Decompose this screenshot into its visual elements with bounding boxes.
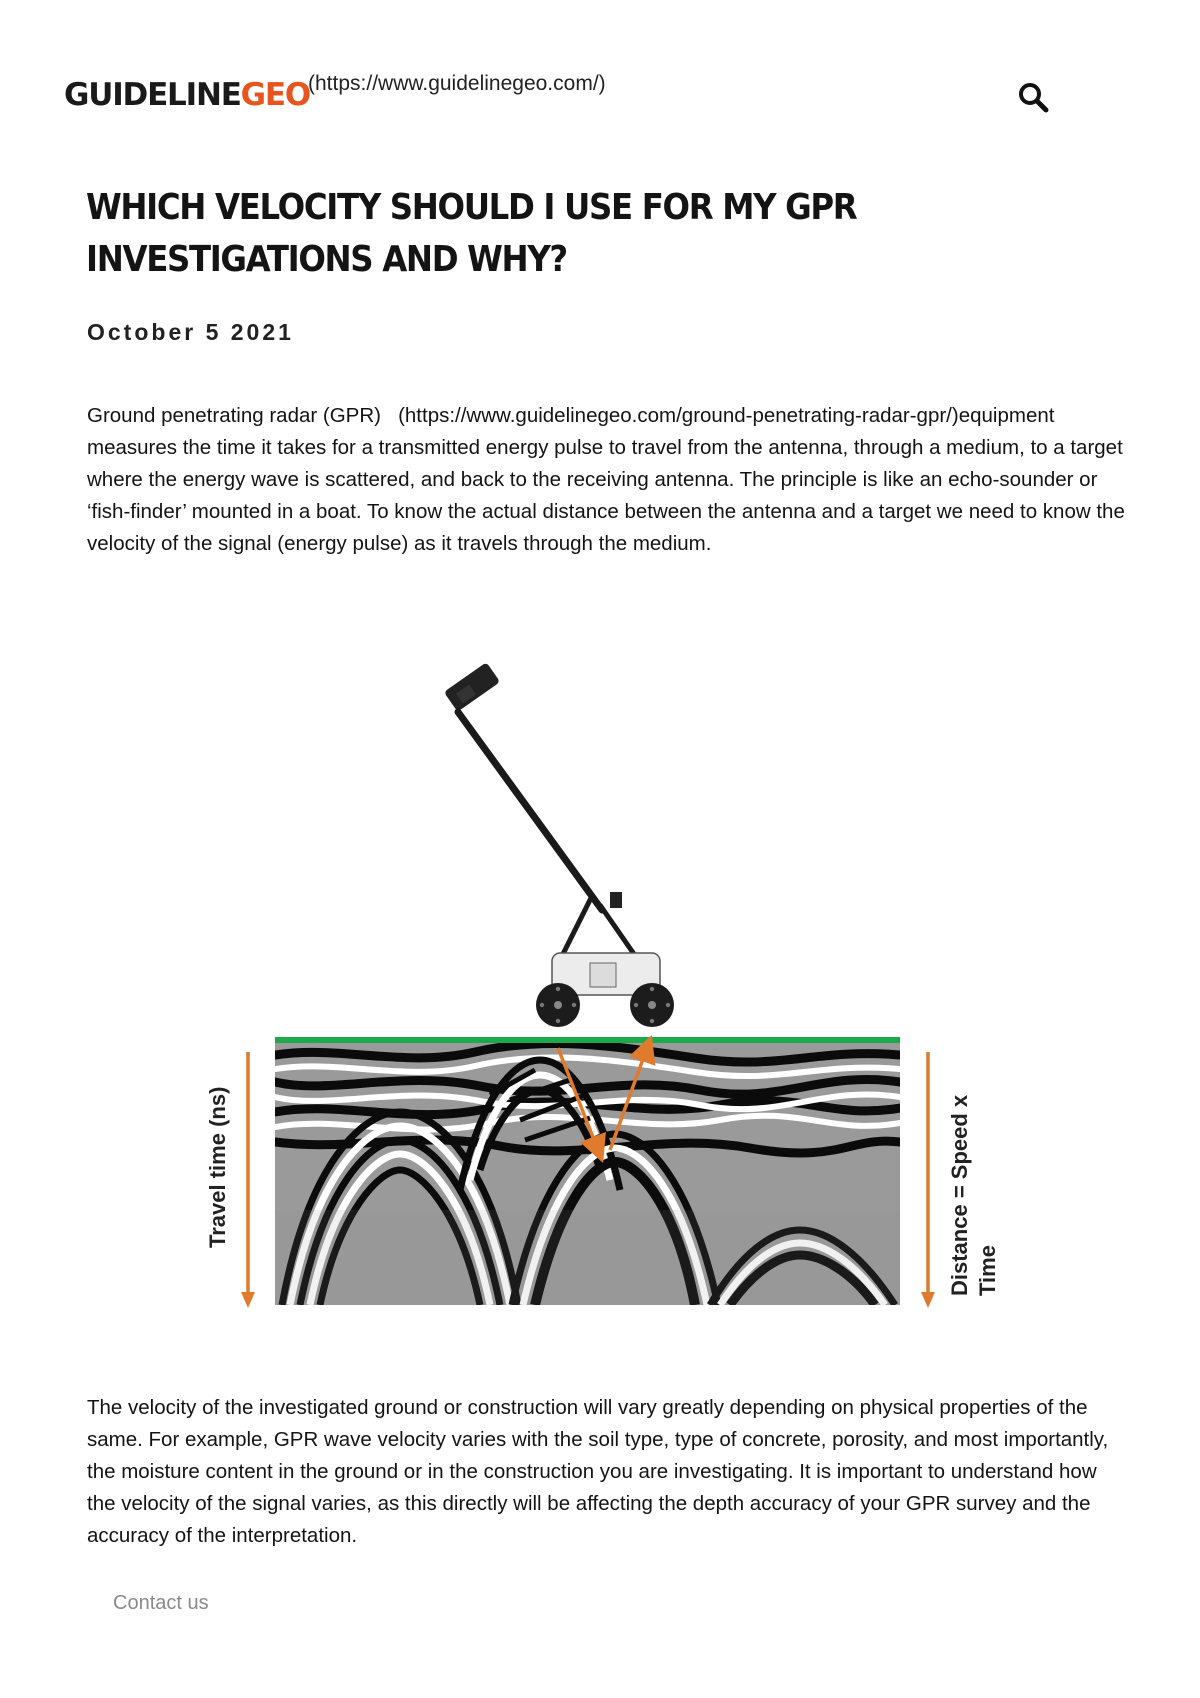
- gpr-radargram-illustration: [190, 650, 1020, 1310]
- logo-text-geo: GEO: [240, 77, 311, 113]
- guidelinegeo-logo[interactable]: [64, 78, 310, 112]
- logo-text-guideline: GUIDELINE: [64, 77, 241, 113]
- gpr-link-url: (https://www.guidelinegeo.com/ground-penetrating-radar-gpr/): [398, 404, 959, 427]
- article-title: WHICH VELOCITY SHOULD I USE FOR MY GPR INVESTIGATIONS AND WHY?: [86, 187, 857, 280]
- intro-paragraph-text: equipment measures the time it takes for a transmitted energy pulse to travel from the antenna, through a medium, to a target where the energy wave is scattered, and back to the receiving antenna. The principle is like an echo-sounder or ‘fish-finder’ mounted in a boat. To know the actual distance between the antenna and a target we need to know the velocity of the signal (energy pulse) as it travels through the medium.: [87, 404, 1125, 555]
- search-icon: [1014, 78, 1054, 118]
- gpr-diagram: [190, 650, 1020, 1310]
- gpr-link[interactable]: Ground penetrating radar (GPR): [87, 404, 381, 427]
- search-button[interactable]: [1014, 78, 1054, 118]
- velocity-paragraph: The velocity of the investigated ground or construction will vary greatly depending on physical properties of the same. For example, GPR wave velocity varies with the soil type, type of concrete, porosity, and most importantly, the moisture content in the ground or in the construction you are investigating. It is important to understand how the velocity of the signal varies, as this directly will be affecting the depth accuracy of your GPR survey and the accuracy of the interpretation.: [87, 1396, 1109, 1547]
- travel-time-arrow: [241, 1052, 255, 1308]
- logo-url: (https://www.guidelinegeo.com/): [308, 72, 606, 95]
- distance-label-line2: Time: [975, 1245, 1000, 1296]
- site-header: [64, 72, 1064, 116]
- contact-us-link[interactable]: Contact us: [113, 1592, 209, 1614]
- distance-arrow: [921, 1052, 935, 1308]
- radargram-image: [275, 1043, 900, 1305]
- travel-time-label: Travel time (ns): [205, 1086, 230, 1248]
- article-date: October 5 2021: [87, 319, 294, 345]
- intro-paragraph: [87, 400, 1127, 560]
- distance-label-line1: Distance = Speed x: [947, 1094, 972, 1296]
- gpr-cart-device: [444, 662, 674, 1027]
